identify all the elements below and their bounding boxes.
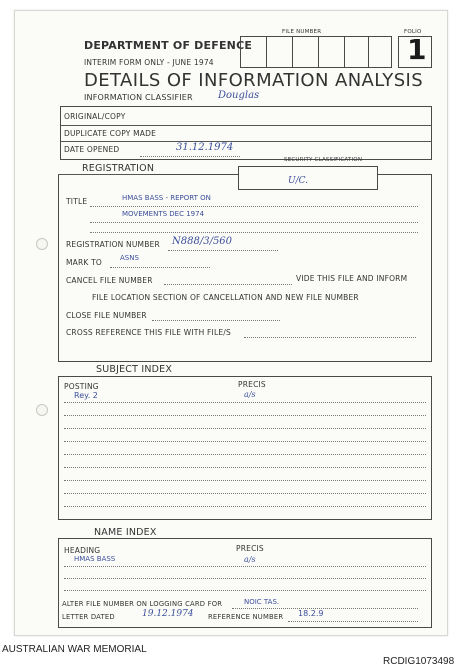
punch-hole-top <box>36 238 48 250</box>
name-index-line <box>64 566 426 567</box>
subject-index-line <box>64 480 426 481</box>
file-number-divider <box>292 36 293 67</box>
original-copy-label: ORIGINAL/COPY <box>64 112 126 121</box>
subject-index-line <box>64 428 426 429</box>
row-divider <box>60 125 432 126</box>
subject-index-line <box>64 467 426 468</box>
alter-file-label: ALTER FILE NUMBER ON LOGGING CARD FOR <box>62 600 223 608</box>
file-number-boxes <box>240 36 392 68</box>
reference-number-value: 18.2.9 <box>298 609 324 618</box>
title-line-2 <box>90 222 418 223</box>
close-file-line <box>152 320 280 321</box>
reference-number-line <box>288 621 418 622</box>
name-index-heading: NAME INDEX <box>94 527 157 538</box>
subject-index-line <box>64 506 426 507</box>
date-opened-label: DATE OPENED <box>64 145 120 154</box>
posting-value: Rey. 2 <box>74 391 98 400</box>
subject-index-line <box>64 415 426 416</box>
mark-to-label: MARK TO <box>66 258 102 267</box>
name-precis-value: a/s <box>244 555 256 564</box>
registration-number-value: N888/3/560 <box>172 236 233 247</box>
reference-number-label: REFERENCE NUMBER <box>208 613 284 621</box>
title-line-3 <box>90 232 418 233</box>
subject-precis-label: PRECIS <box>238 380 266 389</box>
subject-index-line <box>64 454 426 455</box>
subject-index-line <box>64 493 426 494</box>
subject-index-heading: SUBJECT INDEX <box>96 364 173 375</box>
letter-dated-label: LETTER DATED <box>62 613 115 621</box>
alter-file-value: NOIC TAS. <box>244 598 280 606</box>
subject-index-line <box>64 441 426 442</box>
mark-to-line <box>110 267 210 268</box>
subject-index-line <box>64 402 426 403</box>
classifier-value: Douglas <box>218 90 260 101</box>
folio-number: 1 <box>407 33 427 66</box>
file-number-divider <box>318 36 319 67</box>
registration-heading: REGISTRATION <box>82 163 155 174</box>
file-number-divider <box>344 36 345 67</box>
name-heading-label: HEADING <box>64 546 101 555</box>
punch-hole-bottom <box>36 404 48 416</box>
registration-tab-line <box>58 174 150 175</box>
close-file-label: CLOSE FILE NUMBER <box>66 311 147 320</box>
name-index-line <box>64 590 426 591</box>
footer-record-id: RCDIG1073498 <box>383 656 455 667</box>
date-opened-line <box>140 156 240 157</box>
footer-institution: AUSTRALIAN WAR MEMORIAL <box>2 644 147 655</box>
security-classification-value: U/C. <box>288 176 309 186</box>
title-value-line2: MOVEMENTS DEC 1974 <box>122 210 205 218</box>
subject-precis-value: a/s <box>244 390 256 399</box>
cancel-file-line <box>164 284 292 285</box>
name-heading-value: HMAS BASS <box>74 555 116 563</box>
title-label: TITLE <box>66 197 88 206</box>
interim-form-note: INTERIM FORM ONLY - JUNE 1974 <box>84 58 214 67</box>
cross-reference-label: CROSS REFERENCE THIS FILE WITH FILE/S <box>66 328 231 337</box>
title-line-1 <box>90 206 418 207</box>
posting-label: POSTING <box>64 382 99 391</box>
department-label: DEPARTMENT OF DEFENCE <box>84 39 253 52</box>
security-classification-label: SECURITY CLASSIFICATION <box>284 157 363 163</box>
cancel-file-label: CANCEL FILE NUMBER <box>66 276 153 285</box>
form-title: DETAILS OF INFORMATION ANALYSIS <box>84 70 424 91</box>
file-number-divider <box>266 36 267 67</box>
letter-dated-value: 19.12.1974 <box>142 609 194 619</box>
name-precis-label: PRECIS <box>236 544 264 553</box>
title-value-line1: HMAS BASS - REPORT ON <box>122 194 211 202</box>
date-opened-value: 31.12.1974 <box>176 142 234 153</box>
name-index-line <box>64 578 426 579</box>
cross-reference-line <box>244 337 416 338</box>
row-divider <box>60 141 432 142</box>
duplicate-copy-label: DUPLICATE COPY MADE <box>64 129 157 138</box>
file-location-instruction: FILE LOCATION SECTION OF CANCELLATION AND NEW FILE NUMBER <box>92 293 359 302</box>
classifier-label: INFORMATION CLASSIFIER <box>84 93 193 102</box>
cancel-file-instruction: VIDE THIS FILE AND INFORM <box>296 274 408 283</box>
registration-number-line <box>168 250 278 251</box>
alter-file-line <box>232 608 418 609</box>
folio-label: FOLIO <box>404 29 422 35</box>
registration-number-label: REGISTRATION NUMBER <box>66 240 160 249</box>
mark-to-value: ASNS <box>120 254 139 262</box>
file-number-label: FILE NUMBER <box>282 29 322 35</box>
file-number-divider <box>368 36 369 67</box>
